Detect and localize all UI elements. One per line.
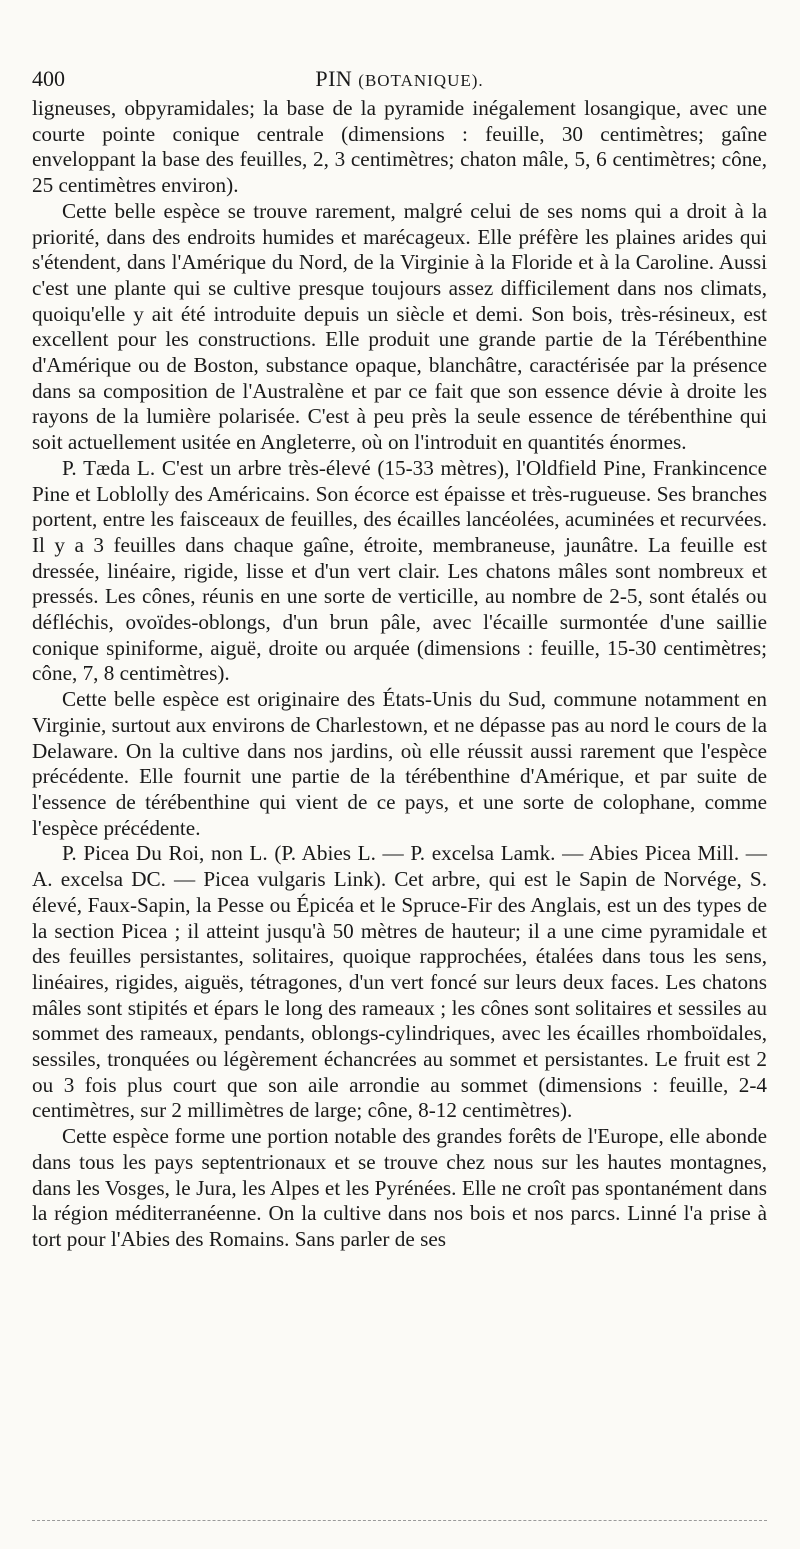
- paragraph-species-taeda: P. Tæda L. C'est un arbre très-élevé (15-33 mètres), l'Oldfield Pine, Frankincence Pine et Loblolly des Américains. Son écorce est épaisse et très-rugueuse. Ses branches portent, entre les faisceaux de feuilles, des écailles lancéolées, acuminées et recurvées. Il y a 3 feuilles dans chaque gaîne, étroite, membraneuse, jaunâtre. La feuille est dressée, linéaire, rigide, lisse et d'un vert clair. Les chatons mâles sont nombreux et pressés. Les cônes, réunis en une sorte de verticille, au nombre de 2-5, sont étalés ou défléchis, ovoïdes-oblongs, d'un brun pâle, avec l'écaille surmontée d'une saillie conique spiniforme, aiguë, droite ou arquée (dimensions : feuille, 15-30 centimètres; cône, 7, 8 centimètres).: [32, 455, 767, 686]
- running-title-section: (BOTANIQUE).: [358, 71, 484, 90]
- paragraph-species-picea: P. Picea Du Roi, non L. (P. Abies L. — P. excelsa Lamk. — Abies Picea Mill. — A. excelsa DC. — Picea vulgaris Link). Cet arbre, qui est le Sapin de Norvége, S. élevé, Faux-Sapin, la Pesse ou Épicéa et le Spruce-Fir des Anglais, est un des types de la section Picea ; il atteint jusqu'à 50 mètres de hauteur; il a une cime pyramidale et des feuilles persistantes, solitaires, quoique rapprochées, étalées dans tous les sens, linéaires, rigides, aiguës, tétragones, d'un vert foncé sur leurs deux faces. Les chatons mâles sont stipités et épars le long des rameaux ; les cônes sont solitaires et sessiles au sommet des rameaux, pendants, oblongs-cylindriques, avec les écailles rhomboïdales, sessiles, tronquées ou légèrement échancrées au sommet et persistantes. Le fruit est 2 ou 3 fois plus court que son aile arrondie au sommet (dimensions : feuille, 2-4 centimètres, sur 2 millimètres de large; cône, 8-12 centimètres).: [32, 841, 767, 1123]
- paragraph: Cette belle espèce se trouve rarement, malgré celui de ses noms qui a droit à la priorité, dans des endroits humides et marécageux. Elle préfère les plaines arides qui s'étendent, dans l'Amérique du Nord, de la Virginie à la Floride et à la Caroline. Aussi c'est une plante qui se cultive presque toujours assez difficilement dans nos climats, quoiqu'elle y ait été introduite depuis un siècle et demi. Son bois, très-résineux, est excellent pour les constructions. Elle produit une grande partie de la Térébenthine d'Amérique ou de Boston, substance opaque, blanchâtre, caractérisée par la présence dans sa composition de l'Australène et par ce fait que son essence dévie à droite les rayons de la lumière polarisée. C'est à peu près la seule essence de térébenthine qui soit actuellement usitée en Angleterre, où on l'introduit en quantités énormes.: [32, 198, 767, 455]
- paragraph: Cette espèce forme une portion notable des grandes forêts de l'Europe, elle abonde dans tous les pays septentrionaux et se trouve chez nous sur les hautes montagnes, dans les Vosges, le Jura, les Alpes et les Pyrénées. Elle ne croît pas spontanément dans la région méditerranéenne. On la cultive dans nos bois et nos parcs. Linné l'a prise à tort pour l'Abies des Romains. Sans parler de ses: [32, 1124, 767, 1251]
- running-title-main: PIN: [315, 66, 353, 91]
- paragraph: Cette belle espèce est originaire des États-Unis du Sud, commune notamment en Virginie, surtout aux environs de Charlestown, et ne dépasse pas au nord le cours de la Delaware. On la cultive dans nos jardins, où elle réussit aussi rarement que l'espèce précédente. Elle fournit une partie de la térébenthine d'Amérique, et par suite de l'essence de térébenthine qui vient de ce pays, et une sorte de colophane, comme l'espèce précédente.: [32, 687, 767, 840]
- footer-dashed-rule: [32, 1520, 767, 1521]
- running-title: [32, 66, 767, 92]
- page-number: 400: [32, 66, 65, 91]
- paragraph-continuation: ligneuses, obpyramidales; la base de la pyramide inégalement losangique, avec une courte pointe conique centrale (dimensions : feuille, 30 centimètres; gaîne enveloppant la base des feuilles, 2, 3 centimètres; chaton mâle, 5, 6 centimètres; cône, 25 centimètres environ).: [32, 96, 767, 198]
- page-header: [32, 62, 767, 94]
- body-text: [32, 96, 767, 1253]
